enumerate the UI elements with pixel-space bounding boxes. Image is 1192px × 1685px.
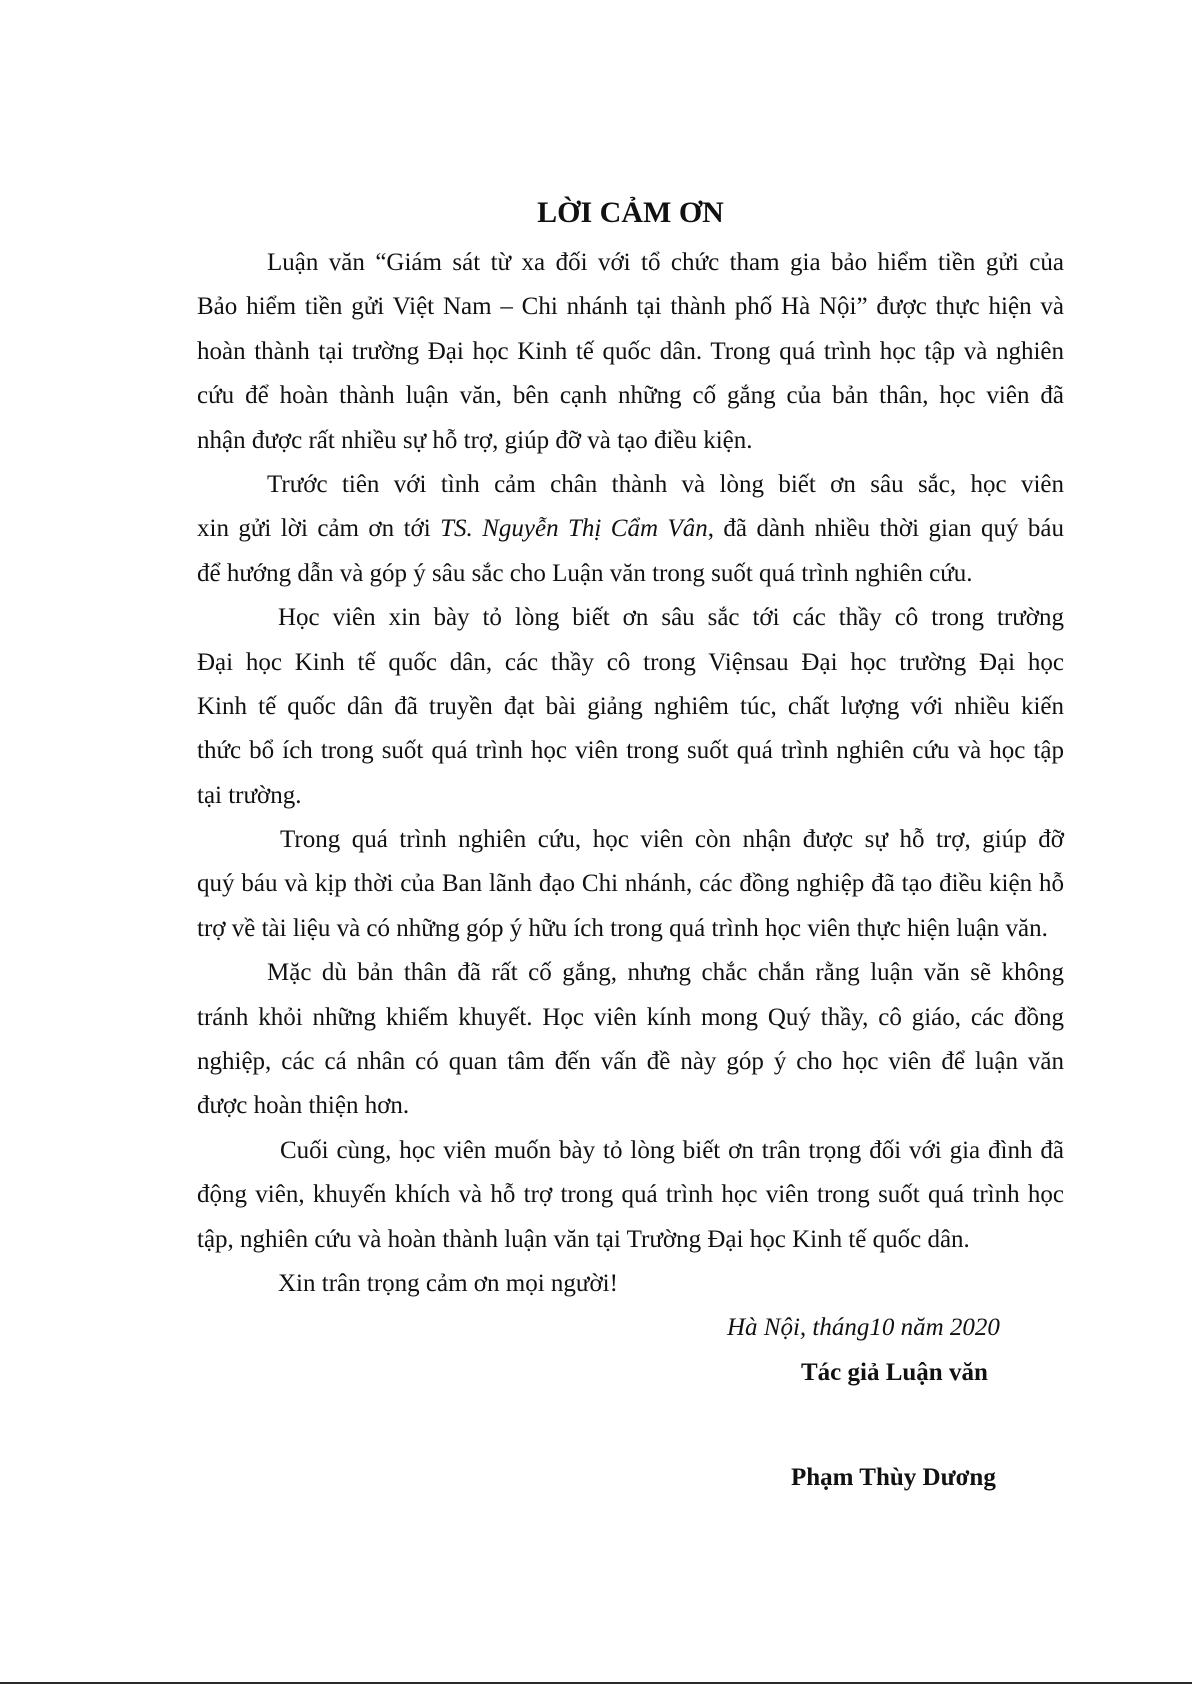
paragraph-line: hoàn thành tại trường Đại học Kinh tế quốc dân. Trong quá trình học tập và nghiên — [197, 337, 1064, 365]
paragraph-line: trợ về tài liệu và có những góp ý hữu ích trong quá trình học viên thực hiện luận văn. — [197, 914, 1048, 942]
paragraph-line: nhận được rất nhiều sự hỗ trợ, giúp đỡ và tạo điều kiện. — [197, 426, 753, 454]
paragraph-2 — [197, 463, 1064, 596]
paragraph-line: Cuối cùng, học viên muốn bày tỏ lòng biết ơn trân trọng đối với gia đình đã — [280, 1136, 1064, 1164]
author-label: Tác giả Luận văn — [801, 1358, 988, 1386]
author-name: Phạm Thùy Dương — [791, 1463, 996, 1491]
paragraph-line: quý báu và kịp thời của Ban lãnh đạo Chi nhánh, các đồng nghiệp đã tạo điều kiện hỗ — [197, 870, 1064, 898]
paragraph-line: Xin trân trọng cảm ơn mọi người! — [278, 1269, 618, 1297]
paragraph-7 — [197, 1262, 1064, 1306]
text-column — [197, 191, 1064, 1500]
paragraph-line: Mặc dù bản thân đã rất cố gắng, nhưng chắc chắn rằng luận văn sẽ không — [267, 959, 1064, 987]
paragraph-4 — [197, 818, 1064, 951]
paragraph-line: động viên, khuyến khích và hỗ trợ trong quá trình học viên trong suốt quá trình học — [197, 1181, 1064, 1209]
page-title: LỜI CẢM ƠN — [537, 196, 724, 229]
bottom-edge-rule — [0, 1682, 1192, 1684]
paragraph-line: Luận văn “Giám sát từ xa đối với tổ chức tham gia bảo hiểm tiền gửi của — [267, 248, 1064, 276]
line-text: xin gửi lời cảm ơn tới — [197, 515, 441, 543]
paragraph-3 — [197, 596, 1064, 818]
paragraph-line: được hoàn thiện hơn. — [197, 1092, 410, 1120]
paragraph-line: Trong quá trình nghiên cứu, học viên còn nhận được sự hỗ trợ, giúp đỡ — [280, 826, 1064, 854]
paragraph-5 — [197, 951, 1064, 1129]
paragraph-line: Kinh tế quốc dân đã truyền đạt bài giảng nghiêm túc, chất lượng với nhiều kiến — [197, 692, 1064, 720]
paragraph-line: cứu để hoàn thành luận văn, bên cạnh những cố gắng của bản thân, học viên đã — [197, 382, 1064, 410]
paragraph-line: Đại học Kinh tế quốc dân, các thầy cô trong Việnsau Đại học trường Đại học — [197, 648, 1064, 676]
paragraph-line — [197, 507, 1064, 551]
paragraph-line: tại trường. — [197, 781, 302, 809]
supervisor-name: TS. Nguyễn Thị Cẩm Vân — [440, 515, 708, 543]
paragraph-line: Học viên xin bày tỏ lòng biết ơn sâu sắc tới các thầy cô trong trường — [278, 604, 1064, 632]
paragraph-line: thức bổ ích trong suốt quá trình học viên trong suốt quá trình nghiên cứu và học tập — [197, 737, 1064, 765]
paragraph-line: nghiệp, các cá nhân có quan tâm đến vấn đề này góp ý cho học viên để luận văn — [197, 1048, 1064, 1076]
line-text: , đã dành nhiều thời gian quý báu — [707, 515, 1064, 543]
paragraph-1 — [197, 241, 1064, 463]
paragraph-line: tập, nghiên cứu và hoàn thành luận văn tại Trường Đại học Kinh tế quốc dân. — [197, 1225, 970, 1253]
place-date: Hà Nội, tháng10 năm 2020 — [727, 1314, 1000, 1342]
paragraph-line: Bảo hiểm tiền gửi Việt Nam – Chi nhánh tại thành phố Hà Nội” được thực hiện và — [197, 293, 1064, 321]
paragraph-line: tránh khỏi những khiếm khuyết. Học viên kính mong Quý thầy, cô giáo, các đồng — [197, 1003, 1064, 1031]
paragraph-line: Trước tiên với tình cảm chân thành và lòng biết ơn sâu sắc, học viên — [267, 470, 1064, 498]
paragraph-6 — [197, 1129, 1064, 1262]
paragraph-line: để hướng dẫn và góp ý sâu sắc cho Luận văn trong suốt quá trình nghiên cứu. — [197, 559, 973, 587]
